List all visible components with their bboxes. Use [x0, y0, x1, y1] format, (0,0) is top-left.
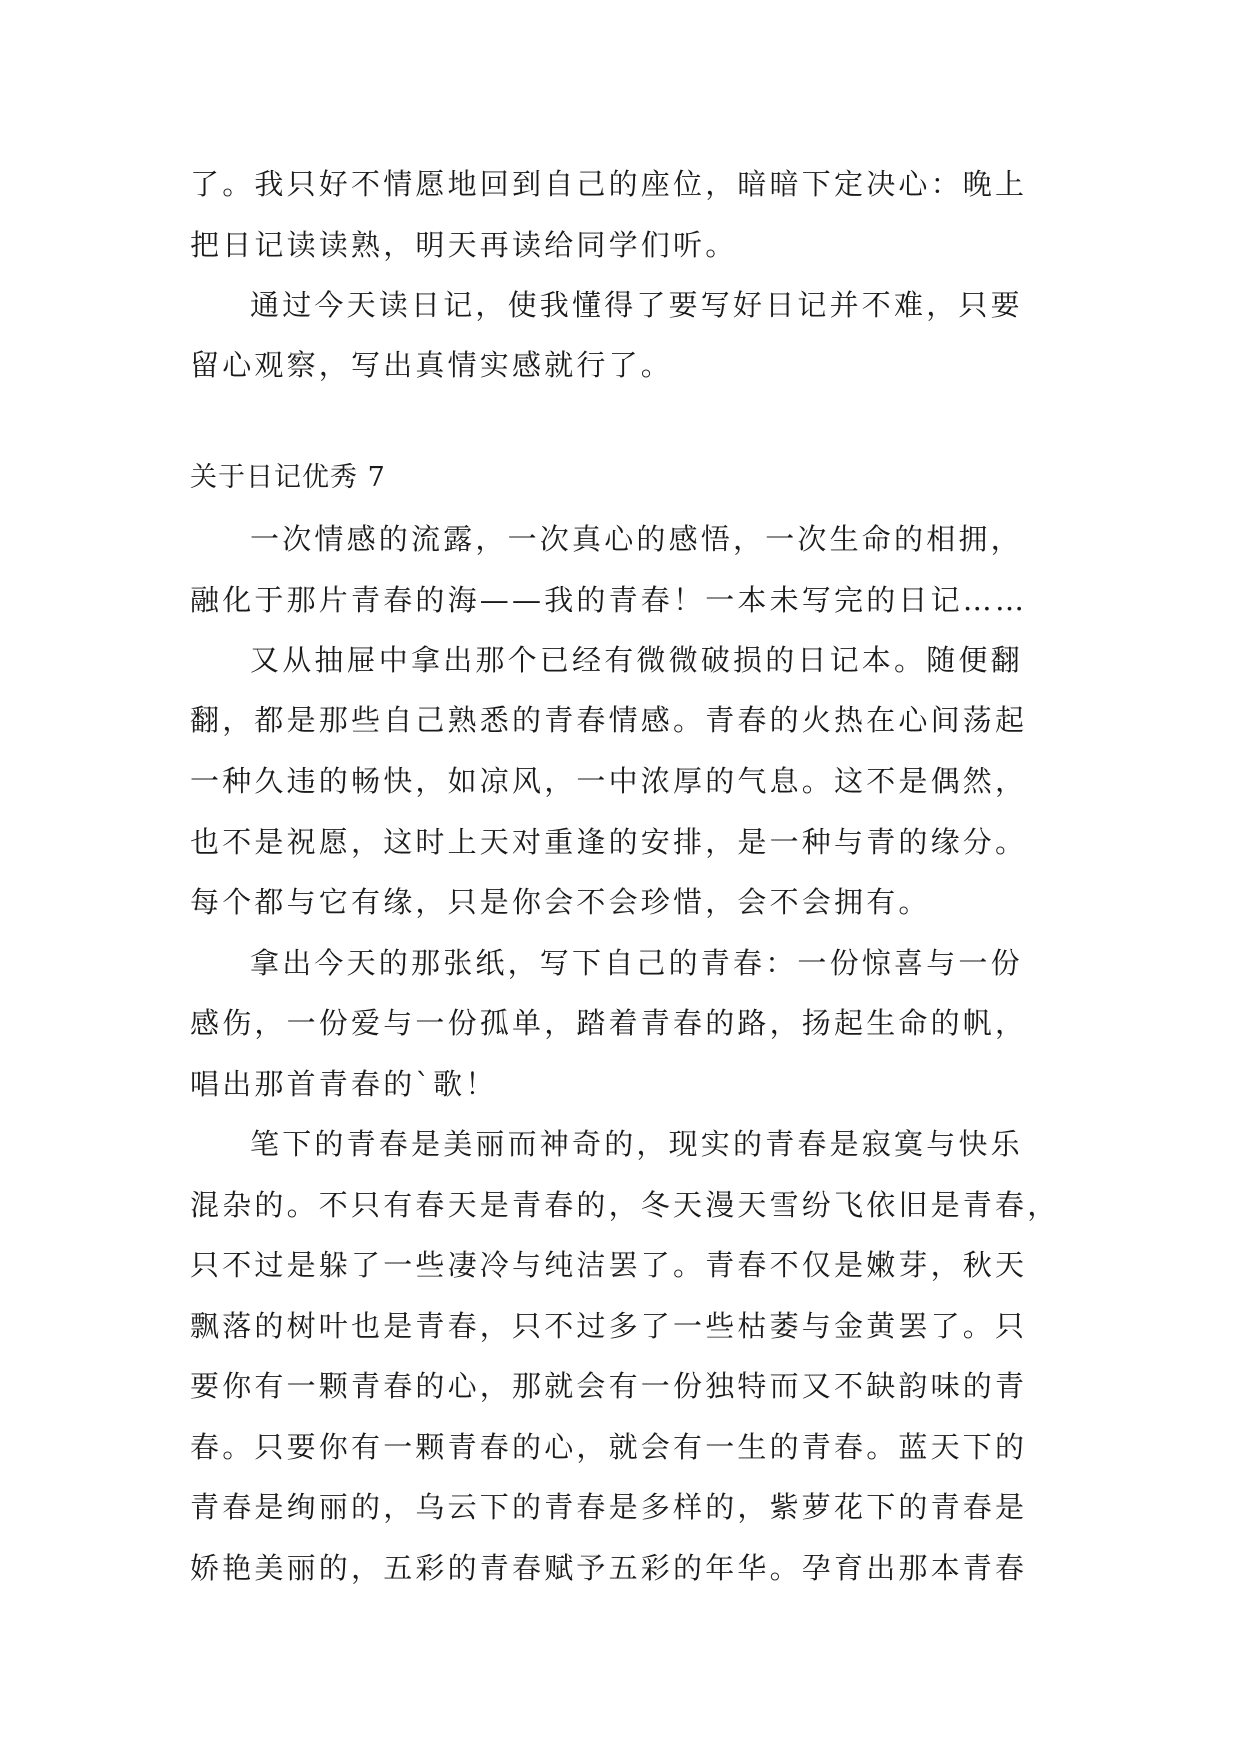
text-line: 只不过是躲了一些凄冷与纯洁罢了。青春不仅是嫩芽，秋天 [190, 1248, 1028, 1282]
text-line: 留心观察，写出真情实感就行了。 [190, 348, 674, 382]
text-line: 一种久违的畅快，如凉风，一中浓厚的气息。这不是偶然， [190, 764, 1028, 798]
text-line: 娇艳美丽的，五彩的青春赋予五彩的年华。孕育出那本青春 [190, 1551, 1028, 1585]
text-line: 了。我只好不情愿地回到自己的座位，暗暗下定决心：晚上 [190, 167, 1028, 201]
text-line: 飘落的树叶也是青春，只不过多了一些枯萎与金黄罢了。只 [190, 1309, 1028, 1343]
text-line: 感伤，一份爱与一份孤单，踏着青春的路，扬起生命的帆， [190, 1006, 1028, 1040]
text-line: 融化于那片青春的海——我的青春！一本未写完的日记…… [190, 583, 1028, 617]
text-line: 通过今天读日记，使我懂得了要写好日记并不难，只要 [250, 288, 1023, 322]
section-heading: 关于日记优秀 7 [190, 462, 386, 493]
text-line: 拿出今天的那张纸，写下自己的青春：一份惊喜与一份 [250, 946, 1023, 980]
text-line: 要你有一颗青春的心，那就会有一份独特而又不缺韵味的青 [190, 1369, 1028, 1403]
text-line: 春。只要你有一颗青春的心，就会有一生的青春。蓝天下的 [190, 1430, 1028, 1464]
text-line: 每个都与它有缘，只是你会不会珍惜，会不会拥有。 [190, 885, 931, 919]
text-line: 唱出那首青春的`歌！ [190, 1067, 498, 1101]
text-line: 混杂的。不只有春天是青春的，冬天漫天雪纷飞依旧是青春， [190, 1188, 1060, 1222]
text-line: 又从抽屉中拿出那个已经有微微破损的日记本。随便翻 [250, 643, 1023, 677]
text-line: 也不是祝愿，这时上天对重逢的安排，是一种与青的缘分。 [190, 825, 1028, 859]
text-line: 一次情感的流露，一次真心的感悟，一次生命的相拥， [250, 522, 1023, 556]
text-line: 青春是绚丽的，乌云下的青春是多样的，紫萝花下的青春是 [190, 1490, 1028, 1524]
text-line: 把日记读读熟，明天再读给同学们听。 [190, 228, 738, 262]
text-line: 翻，都是那些自己熟悉的青春情感。青春的火热在心间荡起 [190, 703, 1028, 737]
text-line: 笔下的青春是美丽而神奇的，现实的青春是寂寞与快乐 [250, 1127, 1023, 1161]
